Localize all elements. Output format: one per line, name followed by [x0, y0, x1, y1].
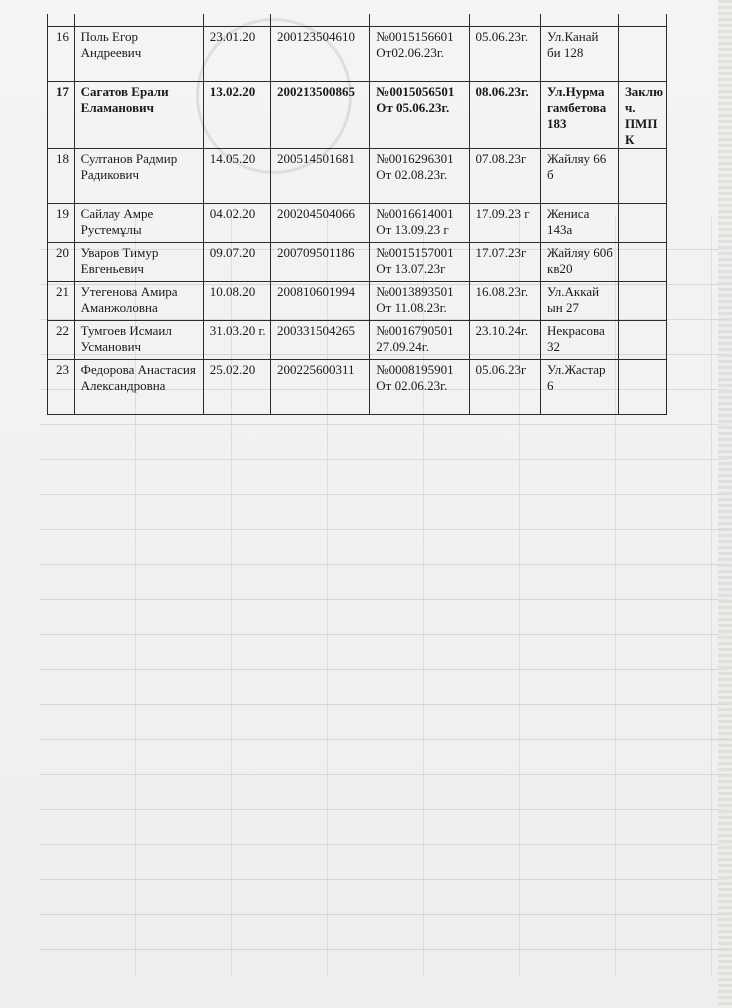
child-name-cell: Уваров Тимур Евгеньевич [74, 243, 203, 282]
iin-cell: 200331504265 [271, 321, 370, 360]
iin-cell: 200225600311 [271, 360, 370, 415]
table-row [48, 149, 667, 204]
iin-cell: 200514501681 [271, 149, 370, 204]
birth-date-cell: 23.01.20 [203, 27, 270, 82]
address-cell: Ул.Жастар 6 [541, 360, 619, 415]
table-row [48, 243, 667, 282]
table-row [48, 82, 667, 149]
note-cell [618, 149, 666, 204]
admission-date-cell: 17.09.23 г [469, 204, 541, 243]
admission-date-cell: 08.06.23г. [469, 82, 541, 149]
table-continuation-row [48, 14, 667, 27]
certificate-number-cell: №0015056501 От 05.06.23г. [370, 82, 469, 149]
table-row [48, 27, 667, 82]
address-cell: Жайляу 66 б [541, 149, 619, 204]
certificate-number-cell: №0015157001 От 13.07.23г [370, 243, 469, 282]
row-number-cell: 20 [48, 243, 75, 282]
iin-cell: 200810601994 [271, 282, 370, 321]
row-number-cell: 22 [48, 321, 75, 360]
iin-cell: 200213500865 [271, 82, 370, 149]
admission-date-cell: 23.10.24г. [469, 321, 541, 360]
address-cell: Ул.Аккай ын 27 [541, 282, 619, 321]
admission-date-cell: 17.07.23г [469, 243, 541, 282]
child-name-cell: Сагатов Ерали Еламанович [74, 82, 203, 149]
children-register-table [47, 14, 667, 415]
table-row [48, 321, 667, 360]
admission-date-cell: 05.06.23г [469, 360, 541, 415]
birth-date-cell: 10.08.20 [203, 282, 270, 321]
row-number-cell: 21 [48, 282, 75, 321]
scan-edge [718, 0, 732, 1008]
child-name-cell: Султанов Радмир Радикович [74, 149, 203, 204]
admission-date-cell: 16.08.23г. [469, 282, 541, 321]
birth-date-cell: 04.02.20 [203, 204, 270, 243]
row-number-cell: 17 [48, 82, 75, 149]
row-number-cell: 19 [48, 204, 75, 243]
note-cell [618, 321, 666, 360]
address-cell: Жениса 143а [541, 204, 619, 243]
note-cell [618, 282, 666, 321]
child-name-cell: Федорова Анастасия Александровна [74, 360, 203, 415]
child-name-cell: Тумгоев Исмаил Усманович [74, 321, 203, 360]
note-cell [618, 243, 666, 282]
iin-cell: 200123504610 [271, 27, 370, 82]
row-number-cell: 18 [48, 149, 75, 204]
note-cell: Заключ. ПМПК [618, 82, 666, 149]
table-row [48, 360, 667, 415]
birth-date-cell: 13.02.20 [203, 82, 270, 149]
table-row [48, 282, 667, 321]
birth-date-cell: 25.02.20 [203, 360, 270, 415]
certificate-number-cell: №0015156601 От02.06.23г. [370, 27, 469, 82]
certificate-number-cell: №0016296301 От 02.08.23г. [370, 149, 469, 204]
admission-date-cell: 05.06.23г. [469, 27, 541, 82]
table-row [48, 204, 667, 243]
address-cell: Некрасова 32 [541, 321, 619, 360]
note-cell [618, 360, 666, 415]
certificate-number-cell: №0016614001 От 13.09.23 г [370, 204, 469, 243]
address-cell: Ул.Канай би 128 [541, 27, 619, 82]
child-name-cell: Сайлау Амре Рустемұлы [74, 204, 203, 243]
child-name-cell: Утегенова Амира Аманжоловна [74, 282, 203, 321]
iin-cell: 200709501186 [271, 243, 370, 282]
admission-date-cell: 07.08.23г [469, 149, 541, 204]
note-cell [618, 204, 666, 243]
certificate-number-cell: №0016790501 27.09.24г. [370, 321, 469, 360]
birth-date-cell: 14.05.20 [203, 149, 270, 204]
address-cell: Ул.Нурма гамбетова 183 [541, 82, 619, 149]
birth-date-cell: 31.03.20 г. [203, 321, 270, 360]
birth-date-cell: 09.07.20 [203, 243, 270, 282]
address-cell: Жайляу 60б кв20 [541, 243, 619, 282]
certificate-number-cell: №0008195901 От 02.06.23г. [370, 360, 469, 415]
row-number-cell: 16 [48, 27, 75, 82]
note-cell [618, 27, 666, 82]
iin-cell: 200204504066 [271, 204, 370, 243]
certificate-number-cell: №0013893501 От 11.08.23г. [370, 282, 469, 321]
row-number-cell: 23 [48, 360, 75, 415]
child-name-cell: Поль Егор Андреевич [74, 27, 203, 82]
